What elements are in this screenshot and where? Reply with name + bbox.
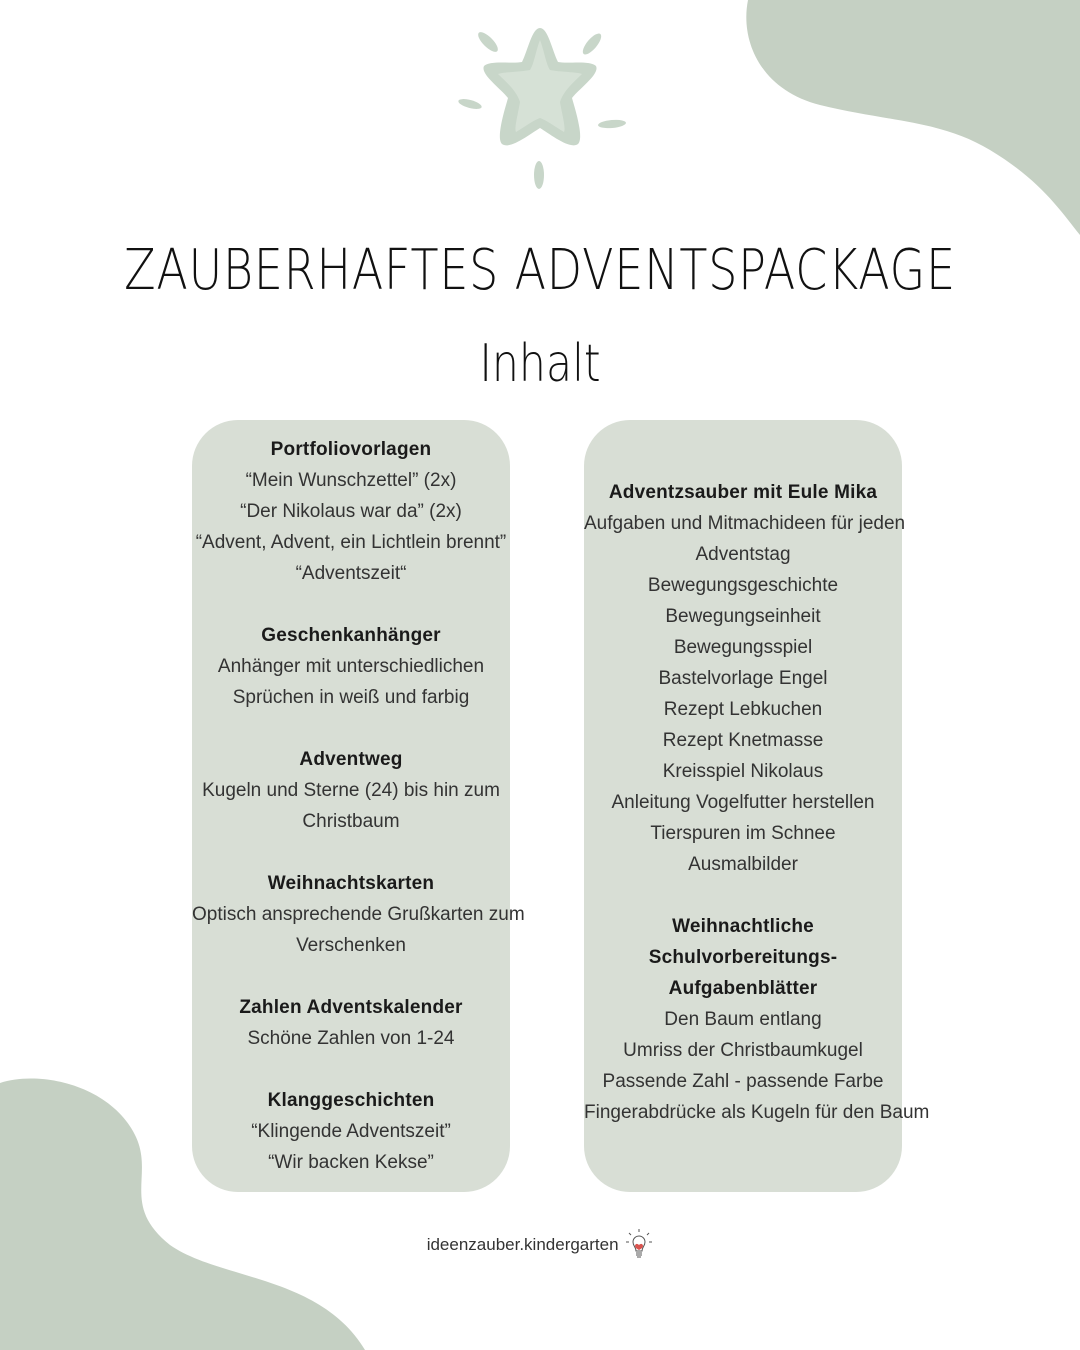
section-line: Rezept Knetmasse xyxy=(662,730,824,751)
section-weihnachtskarten xyxy=(192,868,525,961)
section-line: Bastelvorlage Engel xyxy=(658,668,828,689)
section-geschenkanhaenger xyxy=(192,620,510,713)
section-heading: Zahlen Adventskalender xyxy=(239,997,463,1018)
section-line: Passende Zahl - passende Farbe xyxy=(602,1071,884,1092)
right-content-card xyxy=(584,420,930,1192)
section-line: Den Baum entlang xyxy=(664,1009,822,1030)
section-line: Kugeln und Sterne (24) bis hin zum xyxy=(202,780,500,801)
section-heading: Adventweg xyxy=(299,749,403,770)
top-right-blob xyxy=(740,0,1080,240)
section-adventweg xyxy=(192,744,510,837)
section-line: Aufgaben und Mitmachideen für jeden xyxy=(584,513,906,534)
left-content-card xyxy=(192,420,525,1192)
section-heading: Weihnachtskarten xyxy=(267,873,435,894)
section-line: Adventstag xyxy=(695,544,791,565)
section-portfoliovorlagen xyxy=(192,434,510,589)
section-adventszauber xyxy=(584,477,906,880)
section-line: “Mein Wunschzettel” (2x) xyxy=(245,470,457,491)
section-line: Tierspuren im Schnee xyxy=(650,823,836,844)
section-line: Bewegungseinheit xyxy=(665,606,821,627)
section-line: Umriss der Christbaumkugel xyxy=(623,1040,863,1061)
section-line: “Advent, Advent, ein Lichtlein brennt” xyxy=(195,532,507,553)
section-line: Anleitung Vogelfutter herstellen xyxy=(611,792,875,813)
section-line: “Wir backen Kekse” xyxy=(268,1152,434,1173)
section-line: Fingerabdrücke als Kugeln für den Baum xyxy=(584,1102,930,1123)
section-heading: Portfoliovorlagen xyxy=(270,439,432,460)
footer xyxy=(0,1228,1080,1262)
section-heading: Adventzsauber mit Eule Mika xyxy=(608,482,878,503)
section-schulvorbereitung xyxy=(584,911,930,1128)
section-line: Rezept Lebkuchen xyxy=(663,699,823,720)
page-title: ZAUBERHAFTES ADVENTSPACKAGE xyxy=(124,238,956,303)
section-heading: Geschenkanhänger xyxy=(261,625,441,646)
section-heading-continued: Aufgabenblätter xyxy=(668,978,818,999)
section-line: Optisch ansprechende Grußkarten zum xyxy=(192,904,525,925)
section-heading: Klanggeschichten xyxy=(267,1090,435,1111)
footer-handle: ideenzauber.kindergarten xyxy=(426,1235,619,1254)
section-line: “Adventszeit“ xyxy=(295,563,407,584)
page-subtitle: Inhalt xyxy=(479,334,601,394)
section-line: Bewegungsgeschichte xyxy=(647,575,839,596)
lightbulb-heart-icon xyxy=(625,1228,653,1262)
section-line: Ausmalbilder xyxy=(688,854,798,875)
section-line: “Klingende Adventszeit” xyxy=(251,1121,451,1142)
section-klanggeschichten xyxy=(192,1085,510,1178)
section-line: “Der Nikolaus war da” (2x) xyxy=(240,501,462,522)
section-heading: Weihnachtliche Schulvorbereitungs- xyxy=(648,916,838,968)
section-zahlen-adventskalender xyxy=(192,992,510,1054)
section-line: Kreisspiel Nikolaus xyxy=(662,761,824,782)
star-icon xyxy=(440,20,640,200)
section-line: Christbaum xyxy=(302,811,400,832)
section-line: Bewegungsspiel xyxy=(673,637,813,658)
section-line: Verschenken xyxy=(296,935,406,956)
section-line: Sprüchen in weiß und farbig xyxy=(232,687,470,708)
section-line: Schöne Zahlen von 1-24 xyxy=(247,1028,455,1049)
section-line: Anhänger mit unterschiedlichen xyxy=(217,656,485,677)
